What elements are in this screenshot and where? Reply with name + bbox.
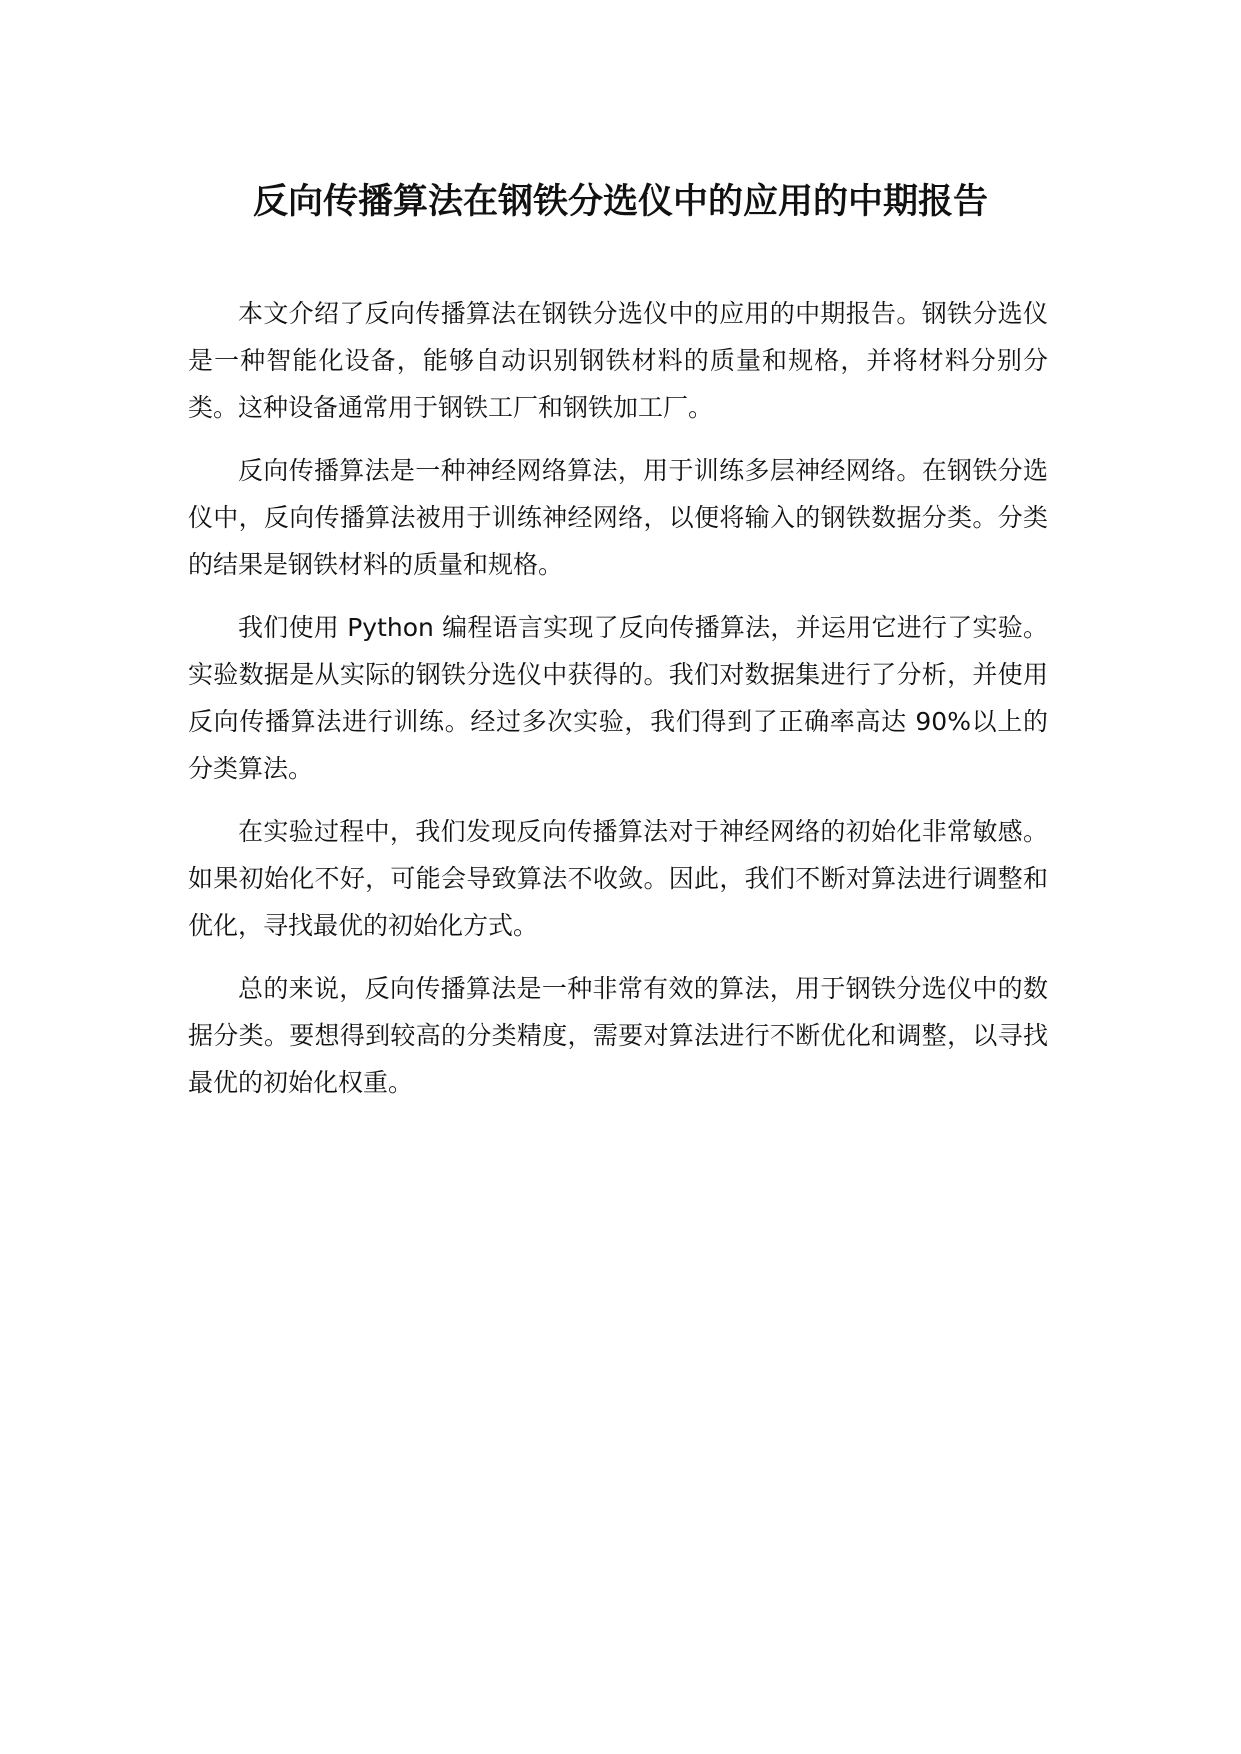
- paragraph-experiment: 我们使用 Python 编程语言实现了反向传播算法，并运用它进行了实验。实验数据是从实际的钢铁分选仪中获得的。我们对数据集进行了分析，并使用反向传播算法进行训练。经过多次实验，我们得到了正确率高达 90%以上的分类算法。: [188, 613, 1048, 783]
- document-body: [188, 290, 1048, 1122]
- paragraph-conclusion: 总的来说，反向传播算法是一种非常有效的算法，用于钢铁分选仪中的数据分类。要想得到较高的分类精度，需要对算法进行不断优化和调整，以寻找最优的初始化权重。: [188, 974, 1048, 1097]
- paragraph-findings: 在实验过程中，我们发现反向传播算法对于神经网络的初始化非常敏感。如果初始化不好，可能会导致算法不收敛。因此，我们不断对算法进行调整和优化，寻找最优的初始化方式。: [188, 817, 1048, 940]
- paragraph-intro: 本文介绍了反向传播算法在钢铁分选仪中的应用的中期报告。钢铁分选仪是一种智能化设备，能够自动识别钢铁材料的质量和规格，并将材料分别分类。这种设备通常用于钢铁工厂和钢铁加工厂。: [188, 299, 1048, 422]
- document-title: 反向传播算法在钢铁分选仪中的应用的中期报告: [252, 182, 988, 222]
- paragraph-algorithm: 反向传播算法是一种神经网络算法，用于训练多层神经网络。在钢铁分选仪中，反向传播算法被用于训练神经网络，以便将输入的钢铁数据分类。分类的结果是钢铁材料的质量和规格。: [188, 456, 1048, 579]
